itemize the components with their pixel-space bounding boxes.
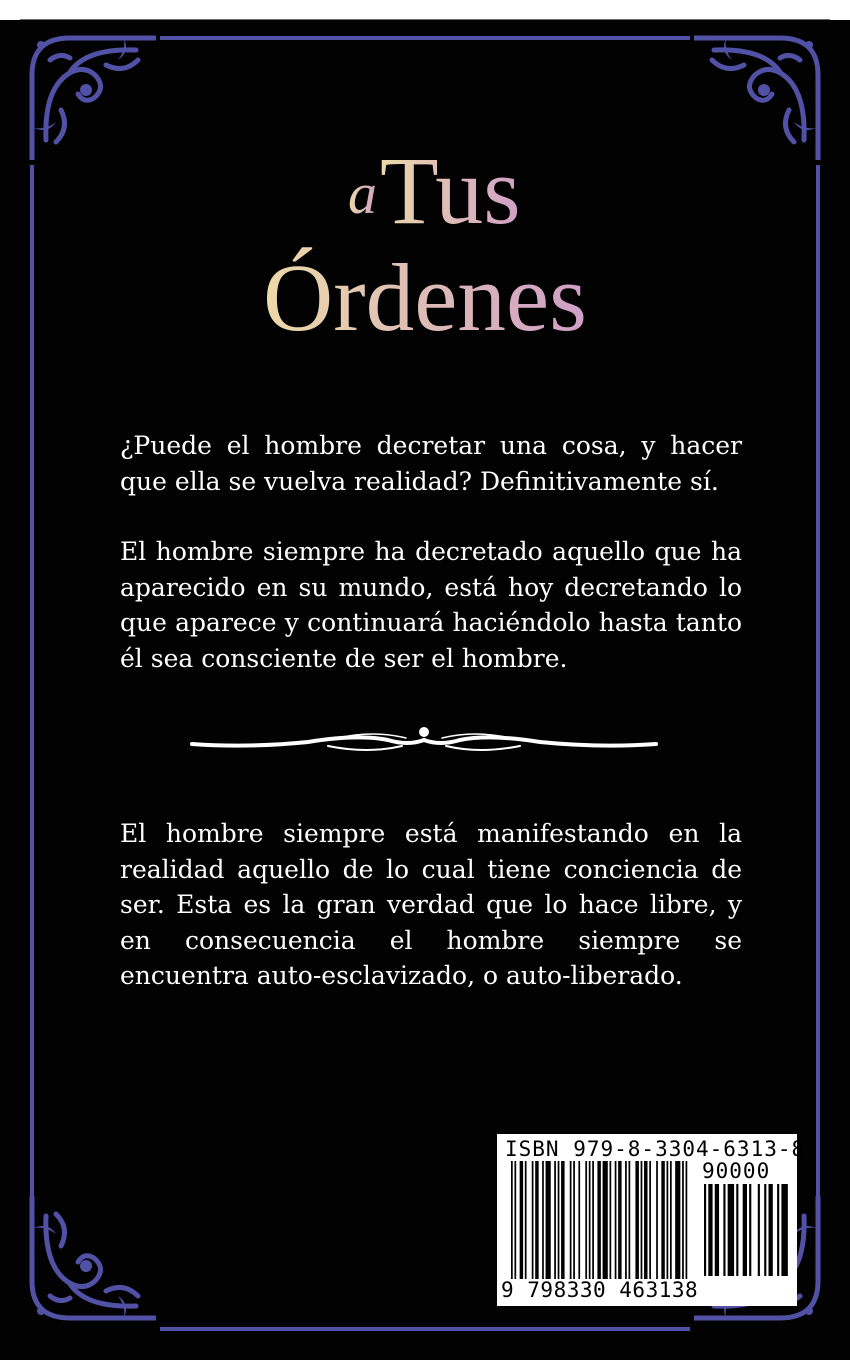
barcode-bar	[629, 1161, 631, 1279]
barcode-bar	[514, 1161, 516, 1279]
barcode-bar	[686, 1161, 688, 1279]
barcode-bar	[675, 1161, 680, 1279]
title-line-1: Tus	[380, 137, 521, 244]
barcode-bar	[764, 1184, 766, 1276]
barcode-bar	[603, 1161, 608, 1279]
price-code: 90000	[702, 1159, 771, 1183]
barcode-bar	[542, 1161, 544, 1279]
frame-border-top	[160, 36, 690, 40]
barcode-bar	[561, 1161, 564, 1279]
frame-border-left	[30, 165, 34, 1200]
isbn-label: ISBN 979-8-3304-6313-8	[505, 1137, 806, 1161]
barcode-bar	[532, 1161, 534, 1279]
title-line-2: Órdenes	[263, 244, 587, 351]
barcode-bar	[618, 1161, 621, 1279]
barcode-bar	[525, 1161, 527, 1279]
barcode-bar	[743, 1184, 747, 1276]
barcode-bars	[511, 1161, 689, 1279]
barcode-bar	[570, 1161, 572, 1279]
blurb-paragraph-2: El hombre siempre ha decretado aquello que ha aparecido en su mundo, está hoy decretando lo que aparece y continuará haciéndolo hasta tanto él sea consciente de ser el hombre.	[120, 537, 742, 673]
barcode-bar	[723, 1184, 725, 1276]
barcode-bar	[661, 1161, 664, 1279]
barcode-bar	[573, 1161, 575, 1279]
barcode-bar	[736, 1184, 738, 1276]
barcode-bar	[554, 1161, 556, 1279]
barcode-bar	[635, 1161, 638, 1279]
frame-border-bottom	[160, 1327, 690, 1331]
barcode-bar	[649, 1161, 651, 1279]
corner-ornament-top-left	[26, 30, 156, 160]
blurb-paragraph-3: El hombre siempre está manifestando en la realidad aquello de lo cual tiene conciencia de ser. Esta es la gran verdad que lo hace libre, y en consecuencia el hombre siempre se encuentra auto-esclavizado, o auto-liberado.	[120, 819, 742, 990]
barcode-bar	[704, 1184, 706, 1276]
corner-ornament-bottom-left	[26, 1196, 156, 1326]
barcode-bar	[625, 1161, 627, 1279]
barcode-bar	[708, 1184, 712, 1276]
barcode-bar	[769, 1184, 773, 1276]
title-prefix: a	[348, 161, 377, 226]
barcode-bar	[578, 1161, 580, 1279]
barcode-bar	[546, 1161, 551, 1279]
isbn-barcode	[497, 1134, 806, 1306]
barcode-bar	[667, 1161, 669, 1279]
barcode-bar	[758, 1184, 760, 1276]
barcode-bar	[585, 1161, 587, 1279]
barcode-bar	[715, 1184, 719, 1276]
book-title	[200, 125, 650, 355]
ornamental-divider	[188, 718, 660, 766]
barcode-bar	[558, 1161, 560, 1279]
barcode-bar	[597, 1161, 600, 1279]
barcode-bar	[670, 1161, 672, 1279]
barcode-bar	[728, 1184, 734, 1276]
barcode-bar	[777, 1184, 779, 1276]
barcode-bar	[656, 1161, 658, 1279]
barcode-bar	[644, 1161, 647, 1279]
barcode-bar	[682, 1161, 684, 1279]
frame-border-right	[816, 165, 820, 1200]
barcode-bar	[781, 1184, 787, 1276]
barcode-bar	[535, 1161, 538, 1279]
barcode-bar	[749, 1184, 751, 1276]
barcode-bar	[615, 1161, 617, 1279]
barcode-bar	[592, 1161, 594, 1279]
barcode-bar	[589, 1161, 591, 1279]
corner-ornament-top-right	[694, 30, 824, 160]
barcode-bar	[610, 1161, 612, 1279]
barcode-bar	[511, 1161, 513, 1279]
barcode-addon-bars	[704, 1184, 790, 1276]
blurb-paragraph-1: ¿Puede el hombre decretar una cosa, y hacer que ella se vuelva realidad? Definitivamente sí.	[120, 431, 742, 496]
barcode-bar	[641, 1161, 643, 1279]
barcode-digits: 9 798330 463138	[501, 1278, 699, 1302]
barcode-bar	[520, 1161, 523, 1279]
